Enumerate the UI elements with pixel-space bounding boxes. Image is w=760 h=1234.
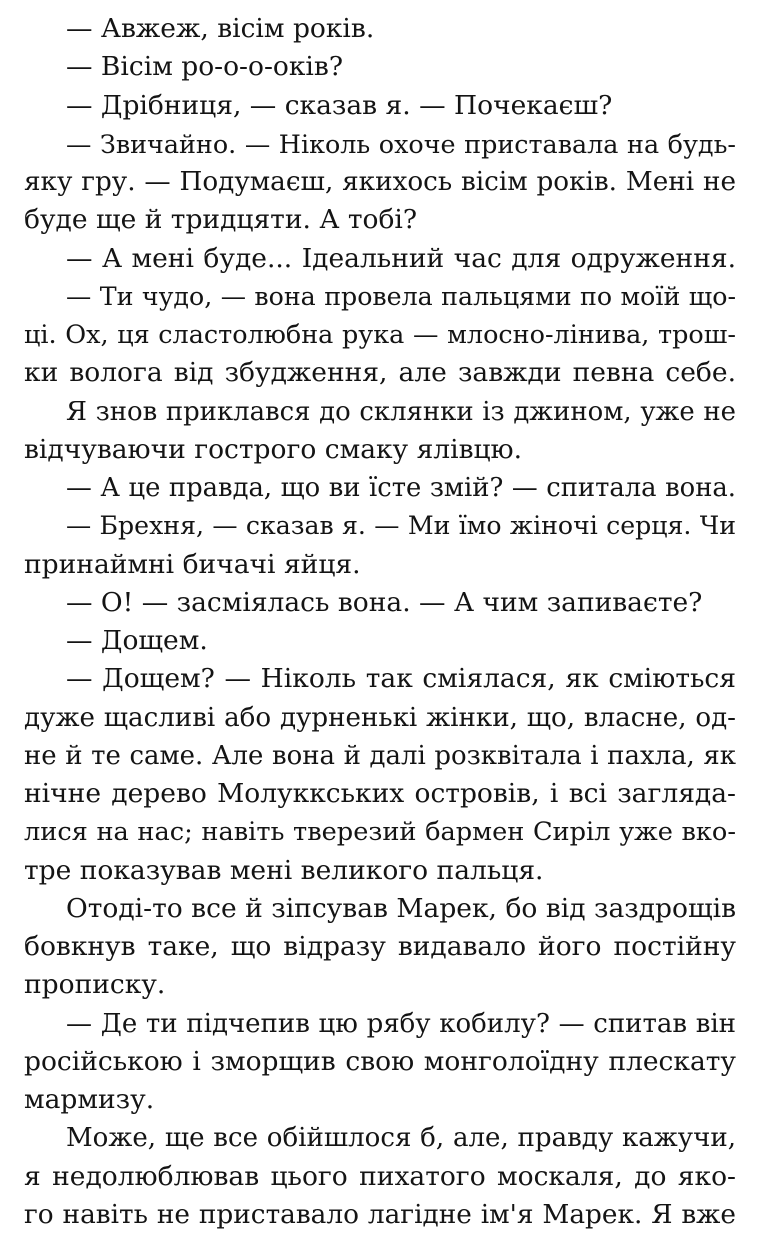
text-line: бовкнув таке, що відразу видавало його постійну [24, 931, 736, 962]
text-line: я недолюблював цього пихатого москаля, до яко- [24, 1160, 736, 1192]
text-line: нічне дерево Молуккських островів, і всі загляда- [24, 778, 736, 809]
text-line: — Вісім ро-о-о-оків? [66, 51, 344, 83]
text-line: Може, ще все обійшлося б, але, правду кажучи, [66, 1123, 736, 1154]
text-line: ки волога від збудження, але завжди певна себе. [24, 357, 736, 389]
text-line: ці. Ох, ця сластолюбна рука — млосно-лінива, трош- [24, 320, 736, 350]
text-line: лися на нас; навіть тверезий бармен Сиріл уже вко- [24, 817, 736, 848]
text-line: — Дощем. [66, 625, 208, 656]
text-line: принаймні бичачі яйця. [24, 548, 361, 580]
text-line: — Звичайно. — Ніколь охоче приставала на будь- [66, 128, 736, 159]
text-line: буде ще й тридцяти. А тобі? [24, 204, 418, 236]
text-line: — Авжеж, вісім років. [66, 13, 375, 44]
text-line: го навіть не приставало лагідне ім'я Марек. Я вже [24, 1199, 736, 1230]
text-line: Отоді-то все й зіпсував Марек, бо від заздрощів [66, 892, 736, 924]
text-line: Я знов приклався до склянки із джином, уже не [66, 396, 736, 427]
text-line: — Де ти підчепив цю рябу кобилу? — спитав він [66, 1008, 736, 1039]
text-line: — А мені буде... Ідеальний час для одруження. [66, 242, 736, 274]
text-line: — О! — засміялась вона. — А чим запиваєте? [66, 586, 703, 618]
text-line: відчуваючи гострого смаку ялівцю. [24, 433, 523, 465]
text-line: яку гру. — Подумаєш, якихось вісім років. Мені не [24, 167, 736, 197]
text-line: прописку. [24, 969, 166, 1001]
text-line: не й те саме. Але вона й далі розквітала і пахла, як [24, 740, 736, 771]
text-line: — А це правда, що ви їсте змій? — спитала вона. [66, 473, 736, 503]
text-column [24, 10, 736, 1234]
text-line: дуже щасливі або дурненькі жінки, що, власне, од- [24, 702, 736, 733]
text-line: — Дощем? — Ніколь так сміялася, як сміються [66, 663, 736, 695]
text-line: мармизу. [24, 1084, 155, 1115]
text-line: — Брехня, — сказав я. — Ми їмо жіночі серця. Чи [66, 511, 736, 541]
text-line: — Дрібниця, — сказав я. — Почекаєш? [66, 89, 613, 121]
text-line: російською і зморщив свою монголоїдну плескату [24, 1045, 736, 1077]
text-line: — Ти чудо, — вона провела пальцями по моїй що- [66, 281, 736, 311]
text-line: тре показував мені великого пальця. [24, 854, 544, 886]
